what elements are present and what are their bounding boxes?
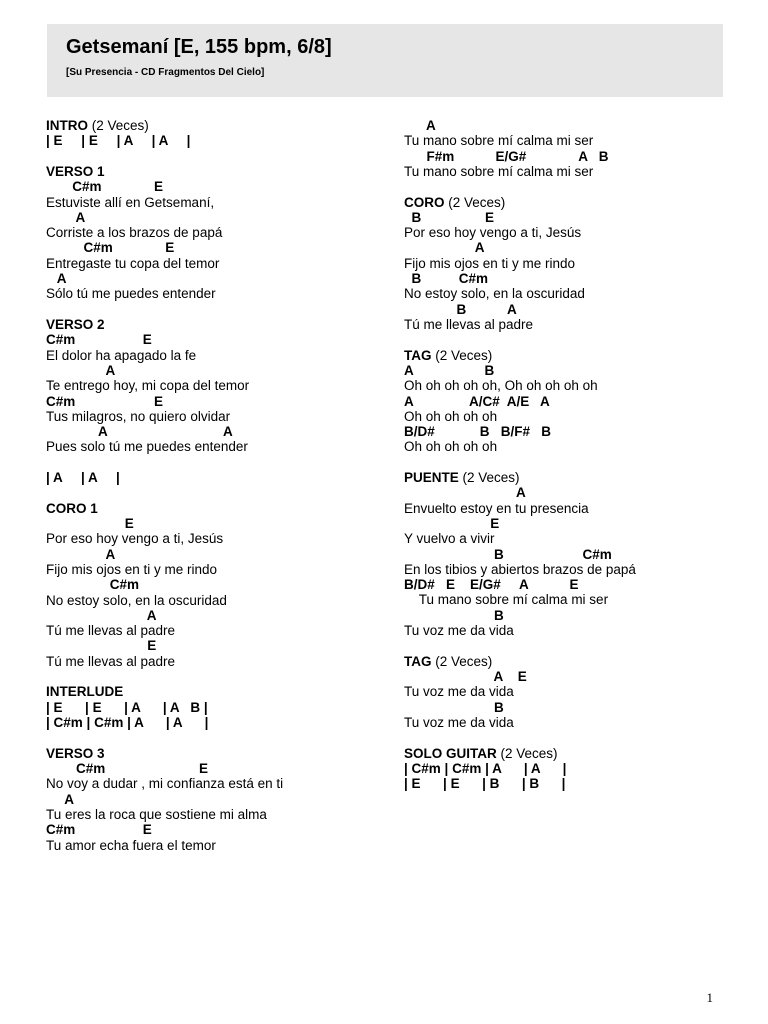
lyric-line: Tu voz me da vida [404, 623, 514, 639]
section-title: VERSO 2 [46, 317, 105, 333]
section-title: CORO 1 [46, 500, 98, 516]
lyric-line: Corriste a los brazos de papá [46, 225, 223, 241]
chord-line: B/D# B B/F# B [404, 424, 552, 440]
lyric-line: En los tibios y abiertos brazos de papá [404, 561, 636, 577]
section-title: VERSO 3 [46, 745, 105, 761]
chord-line: C#m E [46, 179, 164, 195]
chord-line: A [46, 271, 67, 287]
section-heading [404, 654, 734, 669]
lyric-line: Tu voz me da vida [404, 714, 514, 730]
section-title: TAG [404, 653, 432, 669]
section-repeat-note: (2 Veces) [458, 470, 520, 486]
section-title: PUENTE [404, 470, 459, 486]
section-heading [46, 118, 376, 133]
song-header [47, 24, 723, 97]
lyric-line: Tu mano sobre mí calma mi ser [404, 133, 594, 149]
song-section [404, 470, 734, 638]
chord-line: C#m E [46, 761, 209, 777]
chord-line: B [404, 607, 504, 623]
chord-bar-line: | E | E | A | A B | [46, 699, 208, 715]
section-title: INTRO [46, 118, 88, 133]
chord-line: A [46, 607, 157, 623]
chord-line: E [46, 638, 157, 654]
lyric-line: Por eso hoy vengo a ti, Jesús [46, 531, 224, 547]
lyric-line: Tu mano sobre mí calma mi ser [404, 592, 609, 608]
chord-bar-line: | C#m | C#m | A | A | [404, 760, 567, 776]
chord-line: B [404, 699, 504, 715]
chord-line: A E [404, 669, 527, 685]
page-number: 1 [706, 990, 713, 1005]
chord-line: A A [46, 424, 233, 440]
section-repeat-note: (2 Veces) [88, 118, 149, 133]
song-section [46, 746, 376, 853]
lyric-line: Pues solo tú me puedes entender [46, 439, 248, 455]
lyric-line: Tú me llevas al padre [46, 623, 176, 639]
section-title: CORO [404, 194, 445, 210]
chord-line: E [46, 516, 134, 532]
chord-line: A [46, 209, 86, 225]
lyric-line: Tu voz me da vida [404, 684, 514, 700]
lyric-line: Sólo tú me puedes entender [46, 286, 216, 302]
section-heading [404, 195, 734, 210]
lyric-line: Tú me llevas al padre [404, 316, 534, 332]
section-repeat-note: (2 Veces) [496, 745, 558, 761]
section-repeat-note: (2 Veces) [431, 347, 493, 363]
lyric-line: Tus milagros, no quiero olvidar [46, 408, 231, 424]
chord-line: B A [404, 301, 517, 317]
chord-bar-line: | C#m | C#m | A | A | [46, 715, 209, 731]
lyric-line: Oh oh oh oh oh [404, 439, 498, 455]
song-section [404, 654, 734, 730]
section-title: SOLO GUITAR [404, 745, 497, 761]
lyric-line: Estuviste allí en Getsemaní, [46, 194, 215, 210]
lyric-line: Entregaste tu copa del temor [46, 255, 220, 271]
section-heading [404, 470, 734, 485]
chord-line: B C#m [404, 271, 489, 287]
lyric-line: Envuelto estoy en tu presencia [404, 500, 589, 516]
lyric-line: El dolor ha apagado la fe [46, 347, 197, 363]
right-column [404, 118, 734, 807]
section-repeat-note: (2 Veces) [431, 653, 493, 669]
chord-line: C#m E [46, 822, 152, 838]
lyric-line: Oh oh oh oh oh [404, 408, 498, 424]
lyric-line: No voy a dudar , mi confianza está en ti [46, 776, 284, 792]
chord-line: A B [404, 362, 495, 378]
lyric-line: No estoy solo, en la oscuridad [46, 592, 227, 608]
chord-bar-line: | E | E | A | A | [46, 133, 191, 149]
section-heading [404, 348, 734, 363]
chord-line: A A/C# A/E A [404, 393, 550, 409]
chord-line: B E [404, 209, 495, 225]
section-heading [404, 746, 734, 761]
lyric-line: Tu amor echa fuera el temor [46, 837, 216, 853]
lyric-line: Fijo mis ojos en ti y me rindo [46, 561, 218, 577]
chord-line: A [404, 485, 526, 501]
lyric-line: Tu eres la roca que sostiene mi alma [46, 806, 267, 822]
song-section [404, 118, 734, 179]
section-title: VERSO 1 [46, 163, 105, 179]
chord-line: B/D# E E/G# A E [404, 577, 579, 593]
section-heading [46, 317, 376, 332]
chord-line: C#m E [46, 332, 152, 348]
lyric-line: Y vuelvo a vivir [404, 531, 495, 547]
song-section [46, 684, 376, 730]
lyric-line: Te entrego hoy, mi copa del temor [46, 378, 250, 394]
section-title: TAG [404, 347, 432, 363]
chord-line: B C#m [404, 546, 612, 562]
chord-line: E [404, 516, 500, 531]
section-heading [46, 164, 376, 179]
song-section [46, 501, 376, 669]
left-column [46, 118, 376, 868]
section-repeat-note: (2 Veces) [444, 194, 506, 210]
song-subtitle: [Su Presencia - CD Fragmentos Del Cielo] [66, 67, 265, 78]
song-section [404, 746, 734, 792]
chord-line: A [404, 118, 436, 133]
lyric-line: Por eso hoy vengo a ti, Jesús [404, 225, 582, 241]
chord-bar-line: | A | A | [46, 470, 120, 486]
song-section [46, 118, 376, 149]
section-title: INTERLUDE [46, 684, 124, 700]
lyric-line: Tú me llevas al padre [46, 653, 176, 669]
chord-line: A [46, 546, 116, 562]
lyric-line: Fijo mis ojos en ti y me rindo [404, 255, 576, 271]
lyric-line: Oh oh oh oh oh, Oh oh oh oh oh [404, 378, 598, 394]
chord-line: C#m [46, 577, 140, 593]
chord-line: A [46, 362, 116, 378]
lyric-line: Tu mano sobre mí calma mi ser [404, 163, 594, 179]
song-section [404, 348, 734, 455]
song-title: Getsemaní [E, 155 bpm, 6/8] [66, 36, 332, 58]
chord-bar-line: | E | E | B | B | [404, 776, 566, 792]
chord-line: C#m E [46, 240, 175, 256]
chord-line: C#m E [46, 393, 164, 409]
song-section [46, 164, 376, 302]
lyric-line: No estoy solo, en la oscuridad [404, 286, 585, 302]
section-heading [46, 501, 376, 516]
section-heading [46, 746, 376, 761]
section-heading [46, 684, 376, 699]
song-section [46, 470, 376, 485]
chord-line: F#m E/G# A B [404, 148, 609, 164]
chord-line: A [46, 791, 75, 807]
song-section [404, 195, 734, 333]
chord-line: A [404, 240, 485, 256]
song-section [46, 317, 376, 455]
